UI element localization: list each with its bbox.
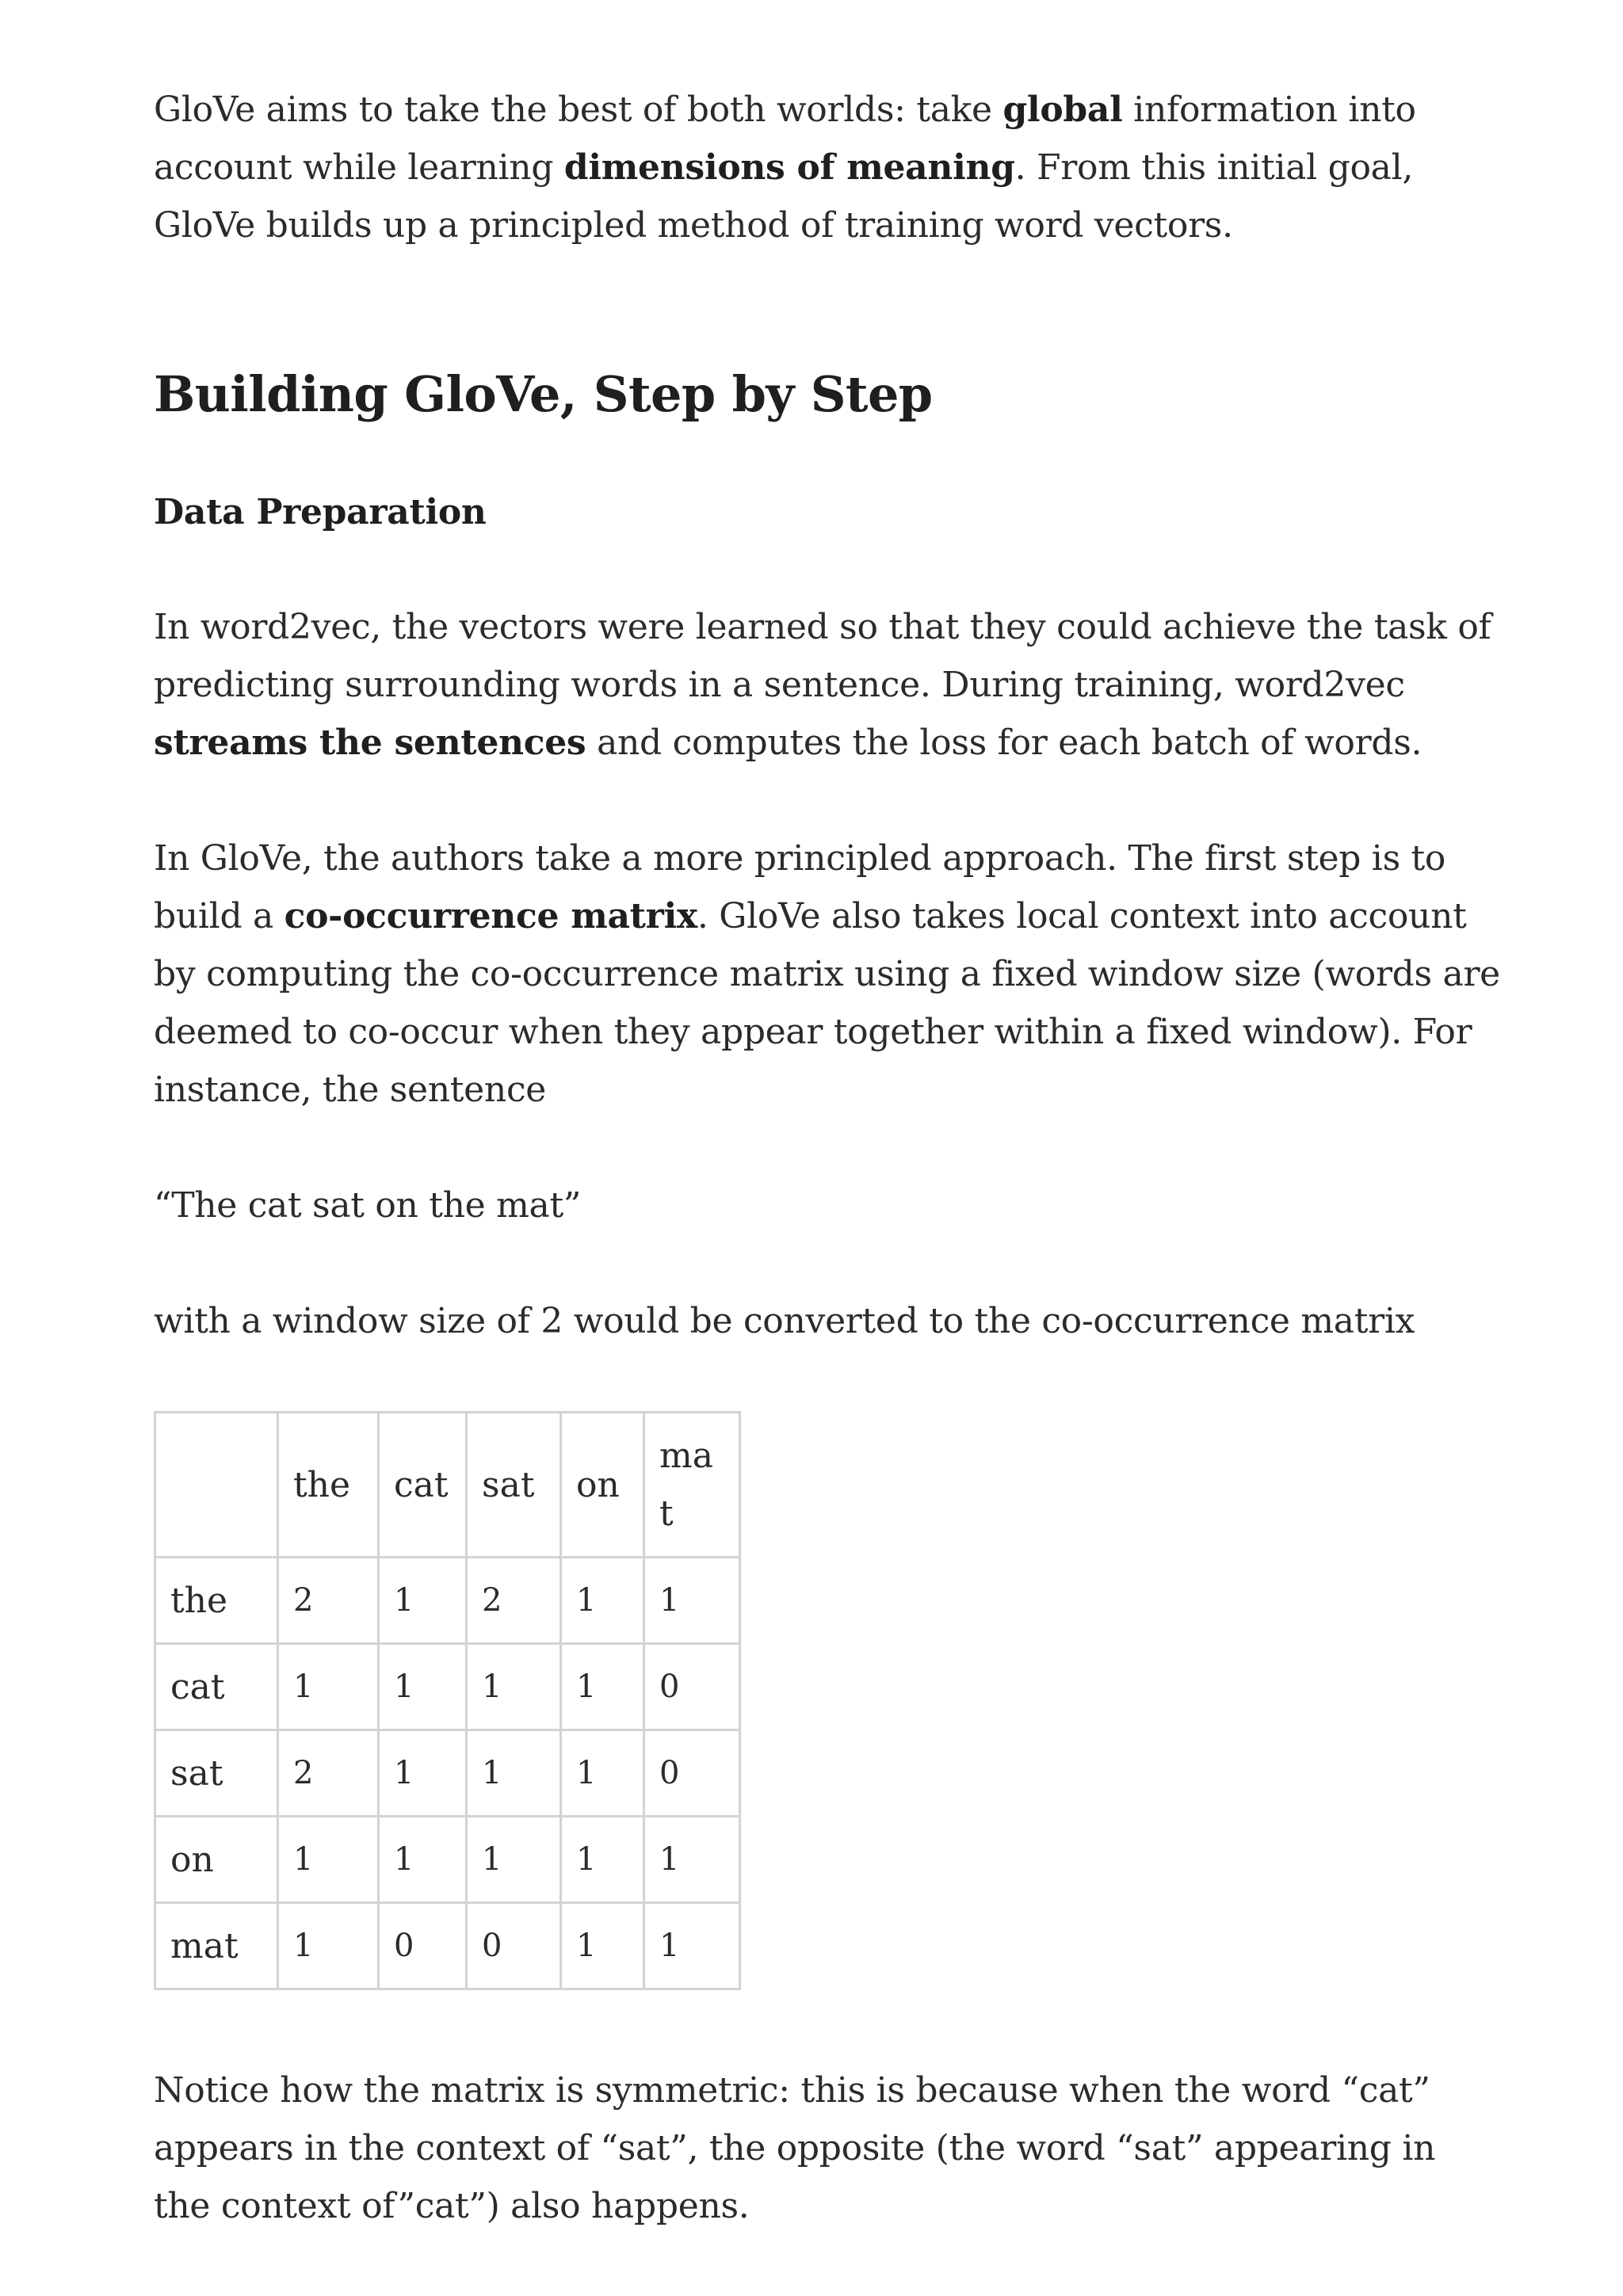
matrix-cell: 1 xyxy=(467,1644,561,1730)
matrix-cell: 1 xyxy=(379,1817,467,1903)
matrix-cell: 2 xyxy=(278,1730,379,1817)
matrix-cell: 1 xyxy=(379,1730,467,1817)
word2vec-text-2: and computes the loss for each batch of words. xyxy=(586,723,1423,763)
matrix-row xyxy=(155,1730,740,1817)
matrix-corner-cell xyxy=(155,1413,278,1558)
subsection-heading: Data Preparation xyxy=(154,492,487,532)
matrix-cell: 0 xyxy=(467,1903,561,1989)
matrix-row xyxy=(155,1558,740,1644)
matrix-row-label: mat xyxy=(155,1903,278,1989)
matrix-cell: 1 xyxy=(561,1644,644,1730)
intro-bold-dimensions: dimensions of meaning xyxy=(563,147,1015,188)
matrix-cell: 1 xyxy=(467,1730,561,1817)
matrix-row-label: on xyxy=(155,1817,278,1903)
cooccurrence-matrix-table xyxy=(154,1411,741,1990)
window-size-paragraph: with a window size of 2 would be converted to the co-occurrence matrix xyxy=(154,1301,1415,1341)
matrix-cell: 1 xyxy=(278,1644,379,1730)
matrix-cell: 2 xyxy=(278,1558,379,1644)
matrix-cell: 1 xyxy=(561,1730,644,1817)
intro-paragraph xyxy=(154,81,1501,254)
word2vec-paragraph xyxy=(154,598,1501,772)
matrix-cell: 1 xyxy=(278,1817,379,1903)
glove-text-2: . GloVe also takes local context into account by computing the co-occurrence matrix using a fixed window size (words are deemed to co-occur when they appear together within a fixed window). For instance, the sentence xyxy=(154,896,1500,1110)
matrix-cell: 1 xyxy=(561,1817,644,1903)
matrix-row-label: the xyxy=(155,1558,278,1644)
intro-text-1: GloVe aims to take the best of both worlds: take xyxy=(154,90,1003,130)
matrix-cell: 0 xyxy=(644,1644,740,1730)
example-sentence: “The cat sat on the mat” xyxy=(154,1185,582,1226)
glove-bold-cooccurrence: co-occurrence matrix xyxy=(284,896,697,936)
matrix-cell: 1 xyxy=(644,1558,740,1644)
matrix-cell: 0 xyxy=(644,1730,740,1817)
matrix-col-header: cat xyxy=(379,1413,467,1558)
matrix-cell: 0 xyxy=(379,1903,467,1989)
matrix-cell: 1 xyxy=(561,1903,644,1989)
intro-text-2: information into account while learning xyxy=(154,90,1416,188)
matrix-row-label: cat xyxy=(155,1644,278,1730)
matrix-row xyxy=(155,1903,740,1989)
matrix-col-header: sat xyxy=(467,1413,561,1558)
matrix-cell: 1 xyxy=(278,1903,379,1989)
matrix-cell: 1 xyxy=(467,1817,561,1903)
matrix-row xyxy=(155,1817,740,1903)
matrix-col-header: on xyxy=(561,1413,644,1558)
matrix-cell: 2 xyxy=(467,1558,561,1644)
matrix-cell: 1 xyxy=(379,1644,467,1730)
matrix-cell: 1 xyxy=(644,1903,740,1989)
word2vec-bold-streams: streams the sentences xyxy=(154,723,586,763)
matrix-col-header: mat xyxy=(644,1413,740,1558)
matrix-row xyxy=(155,1644,740,1730)
matrix-row-label: sat xyxy=(155,1730,278,1817)
intro-bold-global: global xyxy=(1002,90,1123,130)
word2vec-text-1: In word2vec, the vectors were learned so that they could achieve the task of predicting surrounding words in a sentence. During training, word2vec xyxy=(154,607,1491,705)
matrix-cell: 1 xyxy=(561,1558,644,1644)
symmetry-paragraph: Notice how the matrix is symmetric: this is because when the word “cat” appears in the context of “sat”, the opposite (the word “sat” appearing in the context of”cat”) also happens. xyxy=(154,2070,1436,2226)
section-heading: Building GloVe, Step by Step xyxy=(154,365,933,423)
intro-text-3: . From this initial goal, GloVe builds up a principled method of training word vectors. xyxy=(154,147,1414,246)
glove-text-1: In GloVe, the authors take a more principled approach. The first step is to build a xyxy=(154,838,1446,936)
glove-paragraph xyxy=(154,830,1501,1119)
matrix-header-row xyxy=(155,1413,740,1558)
matrix-cell: 1 xyxy=(644,1817,740,1903)
matrix-cell: 1 xyxy=(379,1558,467,1644)
matrix-col-header: the xyxy=(278,1413,379,1558)
